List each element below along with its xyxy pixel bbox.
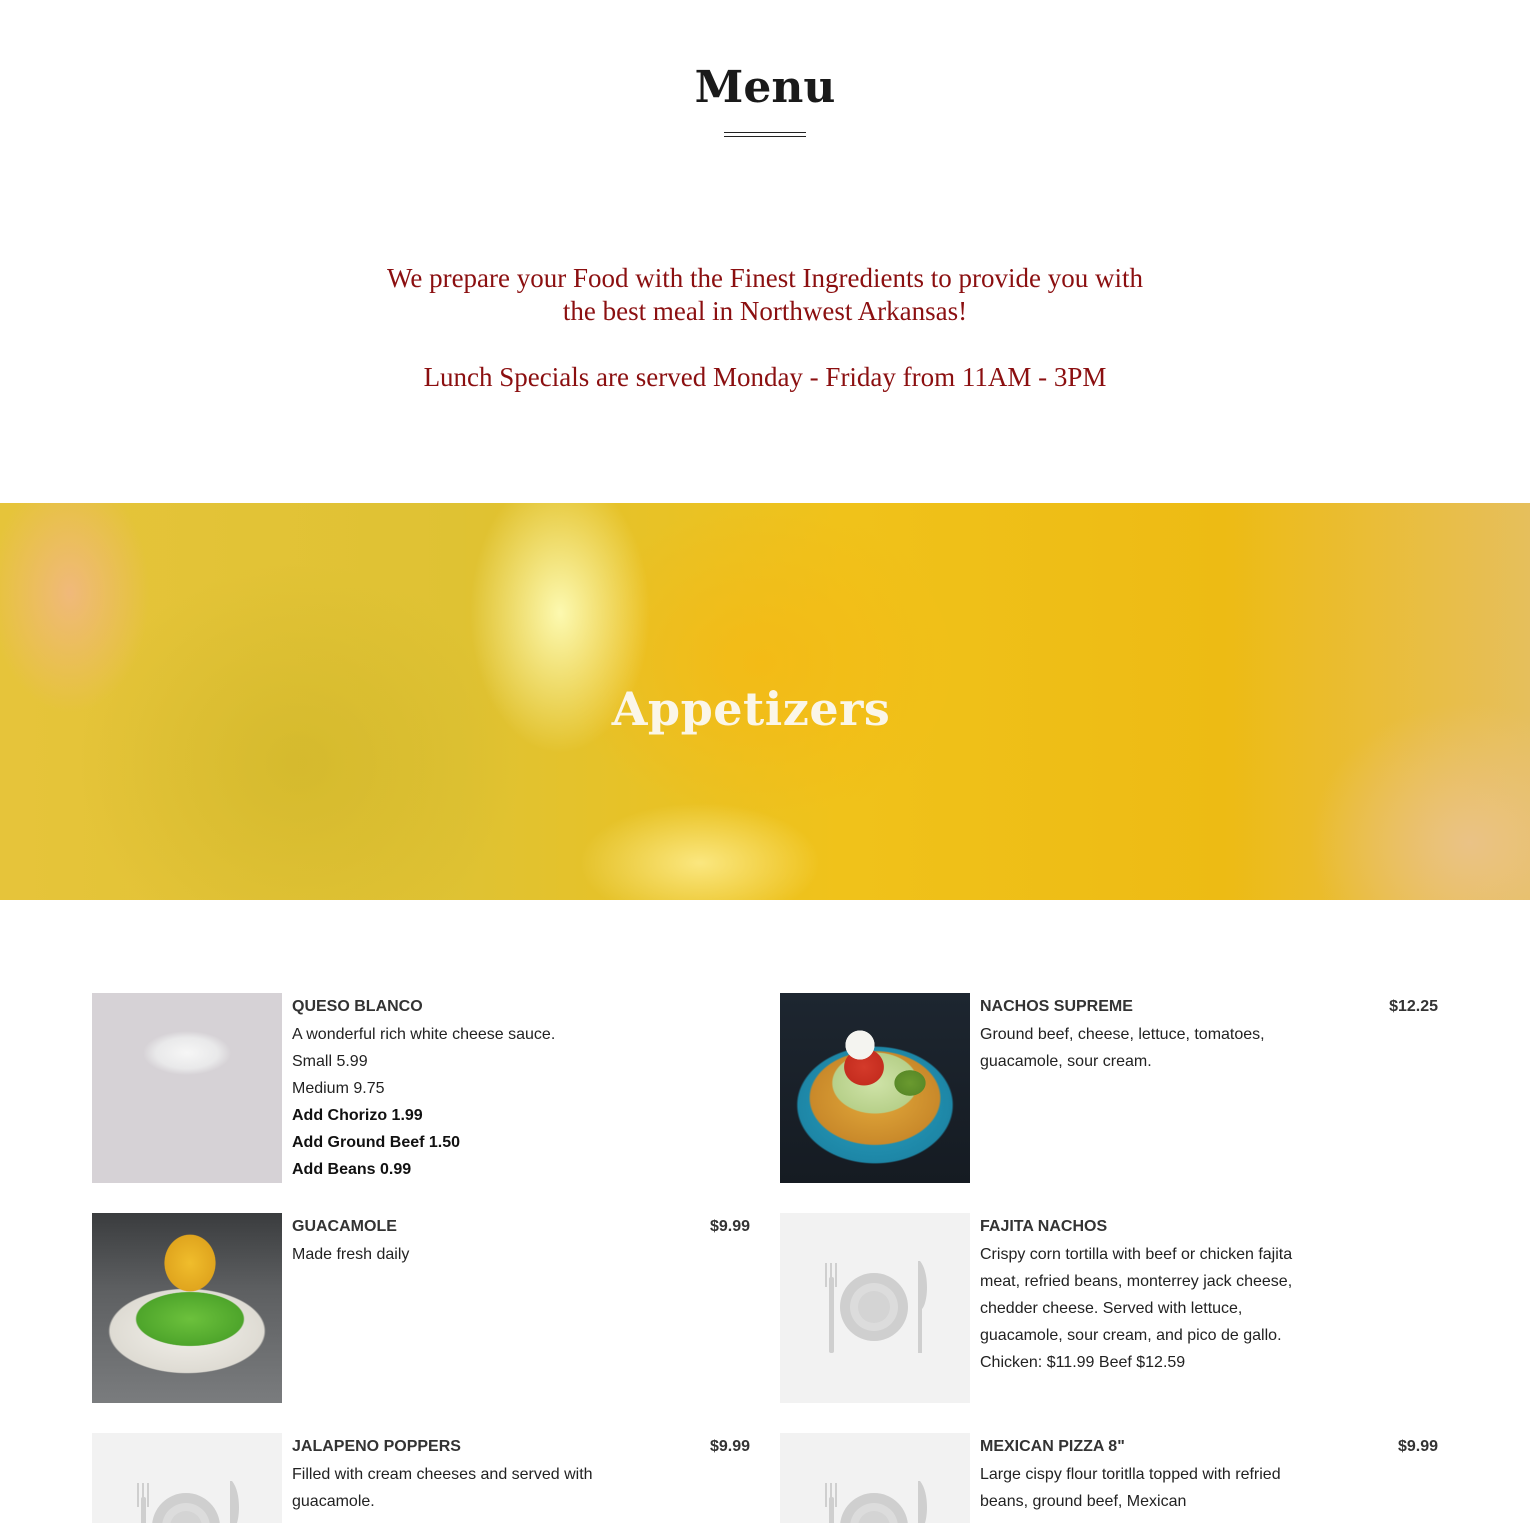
item-price: $9.99 xyxy=(1397,1438,1438,1455)
menu-item-nachos-supreme xyxy=(780,993,1438,1193)
page-title: Menu xyxy=(694,62,836,113)
nachos-photo[interactable] xyxy=(780,993,970,1183)
plate-placeholder-icon xyxy=(780,1213,970,1403)
item-extra: Add Beans 0.99 xyxy=(292,1161,412,1178)
item-description xyxy=(292,1021,612,1183)
item-desc-line: Made fresh daily xyxy=(292,1246,410,1263)
item-name: QUESO BLANCO xyxy=(292,998,423,1015)
item-photo-placeholder[interactable] xyxy=(780,1213,970,1403)
item-description xyxy=(292,1461,612,1515)
lunch-specials-note: Lunch Specials are served Monday - Friday from 11AM - 3PM xyxy=(423,362,1107,392)
guacamole-photo[interactable] xyxy=(92,1213,282,1403)
item-desc-line: Chicken: $11.99 Beef $12.59 xyxy=(980,1354,1186,1371)
item-price: $9.99 xyxy=(709,1438,750,1455)
appetizers-banner xyxy=(0,503,1530,900)
item-description xyxy=(292,1241,612,1268)
item-name: MEXICAN PIZZA 8" xyxy=(980,1438,1125,1455)
item-desc-line: Filled with cream cheeses and served with guacamole. xyxy=(292,1466,593,1510)
item-name: FAJITA NACHOS xyxy=(980,1218,1108,1235)
menu-item-queso-blanco xyxy=(92,993,750,1193)
section-title: Appetizers xyxy=(611,682,891,736)
intro-line: We prepare your Food with the Finest Ingredients to provide you with the best meal in Northwest Arkansas! xyxy=(387,263,1143,326)
item-price: $9.99 xyxy=(709,1218,750,1235)
item-photo-placeholder[interactable] xyxy=(92,1433,282,1523)
plate-placeholder-icon xyxy=(780,1433,970,1523)
menu-item-guacamole xyxy=(92,1213,750,1413)
queso-photo[interactable] xyxy=(92,993,282,1183)
item-name: JALAPENO POPPERS xyxy=(292,1438,461,1455)
item-extra: Add Ground Beef 1.50 xyxy=(292,1134,461,1151)
title-divider xyxy=(724,132,806,137)
item-description xyxy=(980,1461,1300,1523)
item-desc-line: Medium 9.75 xyxy=(292,1080,385,1097)
item-description xyxy=(980,1241,1300,1376)
item-name: NACHOS SUPREME xyxy=(980,998,1133,1015)
item-desc-line: Large cispy flour toritlla topped with refried beans, ground beef, Mexican xyxy=(980,1466,1281,1510)
item-extra: Add Chorizo 1.99 xyxy=(292,1107,423,1124)
menu-item-fajita-nachos xyxy=(780,1213,1438,1413)
plate-placeholder-icon xyxy=(92,1433,282,1523)
menu-item-mexican-pizza xyxy=(780,1433,1438,1523)
item-name: GUACAMOLE xyxy=(292,1218,397,1235)
menu-item-jalapeno-poppers xyxy=(92,1433,750,1523)
item-price: $12.25 xyxy=(1389,998,1438,1015)
item-desc-line: Small 5.99 xyxy=(292,1053,368,1070)
item-desc-line: Ground beef, cheese, lettuce, tomatoes, guacamole, sour cream. xyxy=(980,1026,1265,1070)
item-description xyxy=(980,1021,1300,1075)
item-desc-line: A wonderful rich white cheese sauce. xyxy=(292,1026,556,1043)
intro-text xyxy=(380,262,1150,394)
item-desc-line: Crispy corn tortilla with beef or chicken fajita meat, refried beans, monterrey jack cheese, chedder cheese. Served with lettuce, guacamole, sour cream, and pico de gallo. xyxy=(980,1246,1293,1344)
item-photo-placeholder[interactable] xyxy=(780,1433,970,1523)
